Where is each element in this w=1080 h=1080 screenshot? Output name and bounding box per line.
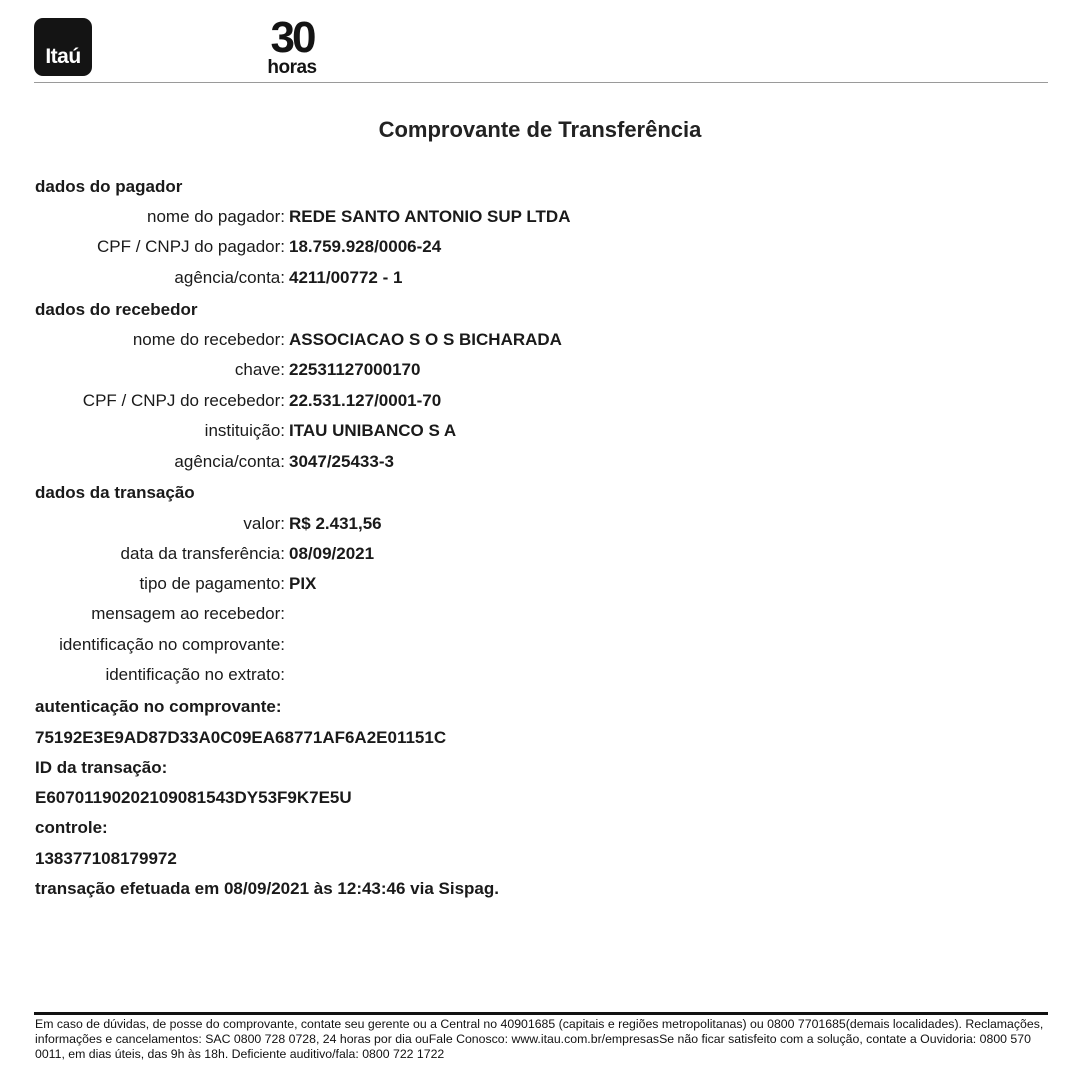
label-autenticacao: autenticação no comprovante: bbox=[35, 697, 282, 716]
label-identificacao-comprovante: identificação no comprovante: bbox=[59, 635, 285, 654]
label-instituicao: instituição: bbox=[204, 421, 285, 440]
value-cnpj-recebedor: 22.531.127/0001-70 bbox=[289, 391, 442, 410]
value-tipo-pagamento: PIX bbox=[289, 574, 317, 593]
label-identificacao-extrato: identificação no extrato: bbox=[105, 665, 285, 684]
footer-divider bbox=[34, 1012, 1048, 1015]
label-conta-pagador: agência/conta: bbox=[174, 268, 285, 287]
section-heading-pagador: dados do pagador bbox=[35, 177, 183, 196]
label-cnpj-recebedor: CPF / CNPJ do recebedor: bbox=[82, 391, 285, 410]
itau-logo-text: Itaú bbox=[45, 45, 81, 68]
label-nome-pagador: nome do pagador: bbox=[147, 207, 285, 226]
value-cnpj-pagador: 18.759.928/0006-24 bbox=[289, 237, 442, 256]
value-data-transferencia: 08/09/2021 bbox=[289, 544, 375, 563]
value-nome-pagador: REDE SANTO ANTONIO SUP LTDA bbox=[289, 207, 571, 226]
label-cnpj-pagador: CPF / CNPJ do pagador: bbox=[96, 237, 285, 256]
label-chave: chave: bbox=[234, 360, 285, 379]
value-conta-recebedor: 3047/25433-3 bbox=[289, 452, 394, 471]
value-nome-recebedor: ASSOCIACAO S O S BICHARADA bbox=[289, 330, 562, 349]
label-data-transferencia: data da transferência: bbox=[120, 544, 285, 563]
label-conta-recebedor: agência/conta: bbox=[174, 452, 285, 471]
label-id-transacao: ID da transação: bbox=[35, 758, 168, 777]
section-heading-transacao: dados da transação bbox=[35, 483, 195, 502]
label-nome-recebedor: nome do recebedor: bbox=[132, 330, 285, 349]
value-autenticacao: 75192E3E9AD87D33A0C09EA68771AF6A2E01151C bbox=[35, 728, 447, 747]
value-id-transacao: E60701190202109081543DY53F9K7E5U bbox=[35, 788, 352, 807]
section-heading-recebedor: dados do recebedor bbox=[35, 300, 198, 319]
transaction-summary: transação efetuada em 08/09/2021 às 12:43:46 via Sispag. bbox=[35, 879, 499, 898]
label-valor: valor: bbox=[243, 514, 285, 533]
label-mensagem-recebedor: mensagem ao recebedor: bbox=[91, 604, 285, 623]
value-controle: 138377108179972 bbox=[35, 849, 177, 868]
30-horas-word: horas bbox=[267, 57, 317, 78]
page-title: Comprovante de Transferência bbox=[378, 117, 702, 142]
header-divider bbox=[34, 82, 1048, 83]
itau-logo bbox=[34, 18, 92, 76]
footer-disclaimer: Em caso de dúvidas, de posse do comprovante, contate seu gerente ou a Central no 40901685 (capitais e regiões metropolitanas) ou 0800 7701685(demais localidades). Reclamações, informações e cancelamentos: SAC 0800 728 0728, 24 horas por dia ouFale Conosco: www.itau.com.br/empresasSe não ficar satisfeito com a solução, contate a Ouvidoria: 0800 570 0011, em dias úteis, das 9h às 18h. Deficiente auditivo/fala: 0800 722 1722 bbox=[35, 1017, 1044, 1061]
value-chave: 22531127000170 bbox=[289, 360, 421, 379]
label-controle: controle: bbox=[35, 818, 108, 837]
30-horas-number: 30 bbox=[270, 13, 314, 62]
value-conta-pagador: 4211/00772 - 1 bbox=[289, 268, 403, 287]
value-valor: R$ 2.431,56 bbox=[289, 514, 382, 533]
value-instituicao: ITAU UNIBANCO S A bbox=[289, 421, 457, 440]
30-horas-logo bbox=[262, 13, 322, 78]
label-tipo-pagamento: tipo de pagamento: bbox=[139, 574, 285, 593]
